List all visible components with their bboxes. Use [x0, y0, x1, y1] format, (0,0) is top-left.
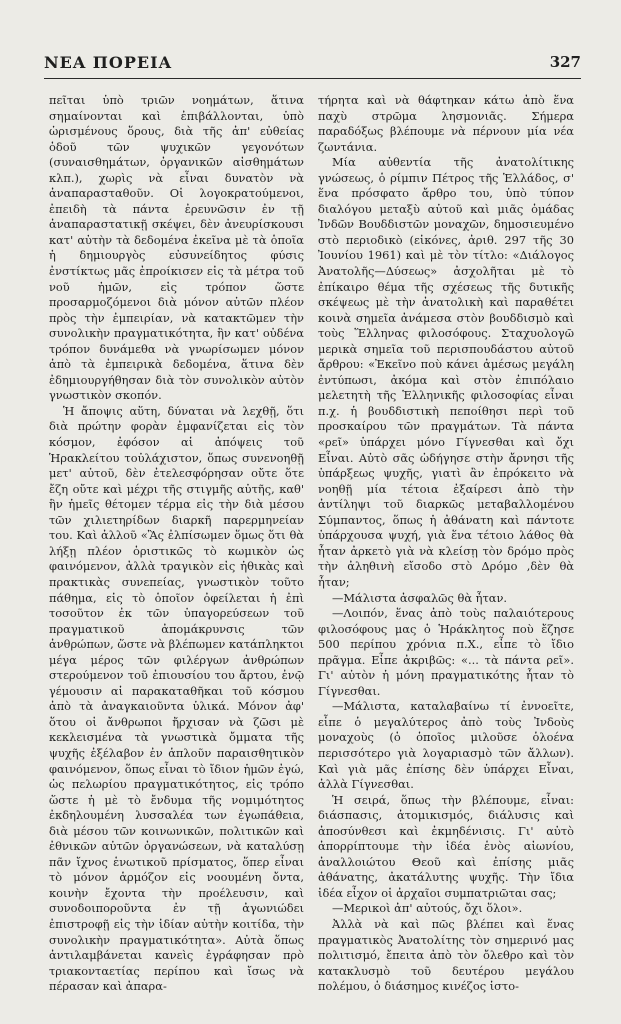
- dialogue-line: —Μάλιστα ἀσφαλῶς θὰ ἦταν.: [332, 590, 507, 605]
- page-number: 327: [549, 53, 581, 71]
- dialogue-line: —Λοιπόν, ἕνας ἀπὸ τοὺς παλαιότερους φιλοσόφους μας ὁ Ἡράκλητος ποὺ ἔζησε 500 περίπου χρόνια π.Χ., εἶπε τὸ ἴδιο πρᾶγμα. Εἶπε ἀκριβῶς: «... τὰ πάντα ρεῖ». Γι' αὐτὸν ἡ μόνη πραγματικότης ἦταν τὸ Γίγνεσθαι.: [318, 606, 574, 698]
- paragraph: Ἡ ἄποψις αὕτη, δύναται νὰ λεχθῇ, ὅτι διὰ πρώτην φορὰν ἐμφανίζεται εἰς τὸν κόσμον, ἐφόσον αἱ ἀπόψεις τοῦ Ἡρακλείτου τοὐλάχιστον, ὅπως συνενοηθῇ μετ' αὐτοῦ, δὲν ἐτελεσφόρησαν οὔτε ὅτε ἔζη οὔτε καὶ μέχρι τῆς στιγμῆς αὐτῆς, καθ' ἣν ἡμεῖς θέτομεν τέρμα εἰς τὴν διὰ μέσου τῶν χιλιετηρίδων διαρκῆ παρερμηνείαν του. Καὶ ἀλλοῦ «Ἂς ἐλπίσωμεν ὅμως ὅτι θὰ λήξῃ πλέον ὁριστικῶς τὸ κωμικὸν ὡς φαινόμενον, ἀλλὰ τραγικὸν εἰς ἠθικὰς καὶ πρακτικὰς συνεπείας, γνωστικὸν τοῦτο πάθημα, εἰς τὸ ὁποῖον ὀφείλεται ἡ ἐπὶ τοσοῦτον ἐκ τῶν ὑπαγορεύσεων τοῦ πραγματικοῦ ἀπομάκρυνσις τῶν ἀνθρώπων, ὥστε νὰ βλέπωμεν κατάπληκτοι μέγα μέρος τῶν φιλέργων ἀνθρώπων στερούμενον τοῦ ἐπιουσίου του ἄρτου, ἐνῷ γέμουσιν αἱ παρακαταθῆκαι τοῦ κόσμου ἀπὸ τὰ ἀναγκαιοῦντα ὑλικά. Μόνον ἀφ' ὅτου οἱ ἄνθρωποι ἤρχισαν νὰ ζῶσι μὲ κεκλεισμένα τὰ γνωστικὰ ὄμματα τῆς ψυχῆς ἐξέλαβον ἐν ἁπλοῦν παραισθητικὸν φαινόμενον, ὅπως εἶναι τὸ ἴδιον ἡμῶν ἐγώ, ὡς πελωρίου πραγματικότητος, εἰς τρόπο ὥστε ἡ μὲ τὸ ἔνδυμα τῆς νομιμότητος ἐκδηλουμένη λυσσαλέα των ἐγωπάθεια, διὰ μέσου τῶν κοινωνικῶν, πολιτικῶν καὶ ἐθνικῶν αὐτῶν ὀργανώσεων, νὰ καταλύσῃ πᾶν ἴχνος ἑνωτικοῦ πρίσματος, ὅπερ εἶναι τὸ μόνον ἁρμόζον εἰς νοουμένη ὄντα, κοινὴν ἔχοντα τὴν προέλευσιν, καὶ συνοδοιποροῦντα ἐν τῇ ἀγωνιώδει ἐπιστροφῇ εἰς τὴν ἰδίαν αὐτὴν κοιτίδα, τὴν συνολικὴν πραγματικότητα». Αὐτὰ ὅπως ἀντιλαμβάνεται κανεὶς ἐγράφησαν πρὸ τριακονταετίας περίπου καὶ ἴσως νὰ πέρασαν καὶ ἀπαρα-: [49, 403, 304, 994]
- paragraph: τήρητα καὶ νὰ θάφτηκαν κάτω ἀπὸ ἕνα παχὺ στρῶμα λησμονιᾶς. Σήμερα παραδόξως βλέπουμε νὰ πέρνουν μία νέα ζωντάνια.: [318, 93, 574, 154]
- right-column: [318, 93, 574, 995]
- paragraph: Ἡ σειρά, ὅπως τὴν βλέπουμε, εἶναι: διάσπασις, ἀτομικισμός, διάλυσις καὶ ἀποσύνθεσι καὶ ἐκμηδένισις. Γι' αὐτὸ ἀπορρίπτουμε τὴν ἰδέα ἑνὸς αἰωνίου, ἀναλλοιώτου Θεοῦ καὶ ἐπίσης μιᾶς ἀθάνατης, ἀκατάλυτης ψυχῆς. Τὴν ἴδια ἰδέα εἶχον οἱ ἀρχαῖοι συμπατριῶται σας;: [318, 792, 574, 900]
- paragraph: Ἀλλὰ νὰ καὶ πῶς βλέπει καὶ ἕνας πραγματικὸς Ἀνατολίτης τὸν σημερινό μας πολιτισμό, ἔπειτα ἀπὸ τὸν ὄλεθρο καὶ τὸν κατακλυσμὸ τοῦ δευτέρου μεγάλου πολέμου, ὁ διάσημος κινέζος ἱστο-: [318, 916, 574, 994]
- dialogue-line: —Μάλιστα, καταλαβαίνω τί ἐννοεῖτε, εἶπε ὁ μεγαλύτερος ἀπὸ τοὺς Ἰνδοὺς μοναχοὺς (ὁ ὁποῖος μιλοῦσε ὁλοένα περισσότερο γιὰ λογαριασμὸ τῶν ἄλλων). Καὶ γιὰ μᾶς ἐπίσης δὲν ὑπάρχει Εἶναι, ἀλλὰ Γίγνεσθαι.: [318, 699, 574, 792]
- left-column: [49, 93, 304, 995]
- running-header: [44, 50, 581, 79]
- paragraph: πεῖται ὑπὸ τριῶν νοημάτων, ἅτινα σημαίνονται καὶ ἐπιβάλλονται, ὑπὸ ὡρισμένους ὅρους, διὰ τῆς ἀπ' εὐθείας ὁδοῦ τῶν ψυχικῶν γεγονότων (συναισθημάτων, ὀργανικῶν αἰσθημάτων κλπ.), χωρὶς νὰ εἶναι δυνατὸν νὰ ἀναπαρασταθοῦν. Οἱ λογοκρατούμενοι, ἐπειδὴ τὰ πάντα ἐρευνῶσιν ἐν τῇ ἀναπαραστατικῇ σκέψει, δὲν ἀνευρίσκουσι κατ' αὐτὴν τὰ δεδομένα ἐκεῖνα μὲ τὰ ὁποῖα ἡ δημιουργὸς εὐσυνείδητος φύσις ἐνστίκτως μᾶς ἐπροίκισεν εἰς τὰ μέτρα τοῦ νοῦ ἡμῶν, εἰς τρόπον ὥστε προσαρμοζόμενοι διὰ μόνον αὐτῶν πλέον πρὸς τὴν ἐμπειρίαν, νὰ κατακτῶμεν τὴν συνολικὴν πραγματικότητα, ἣν κατ' οὐδένα τρόπον δυνάμεθα νὰ γνωρίσωμεν μόνον ἀπὸ τὰ ἐμπειρικὰ δεδομένα, ἅτινα δὲν ἐδημιουργήθησαν διὰ τὸν συνολικὸν αὐτὸν γνωστικὸν σκοπόν.: [49, 93, 304, 403]
- paragraph: Μία αὐθεντία τῆς ἀνατολίτικης γνώσεως, ὁ ρίμπιν Πέτρος τῆς Ἑλλάδος, σ' ἕνα πρόσφατο ἄρθρο του, ὑπὸ τύπον διαλόγου μεταξὺ αὐτοῦ καὶ μιᾶς ὁμάδας Ἰνδῶν Βουδδιστῶν μοναχῶν, δημοσιευμένο στὸ περιοδικὸ (εἰκόνες, ἀριθ. 297 τῆς 30 Ἰουνίου 1961) καὶ μὲ τὸν τίτλο: «Διάλογος Ἀνατολῆς—Δύσεως» ἀσχολῆται μὲ τὸ ἐπίκαιρο θέμα τῆς σχέσεως τῆς δυτικῆς σκέψεως μὲ τὴν ἀνατολικὴ καὶ παραθέτει κοινὰ σημεῖα ἀνάμεσα στὸν βουδδισμὸ καὶ τοὺς Ἕλληνας φιλοσόφους. Σταχυολογῶ μερικὰ σημεῖα τοῦ περισπουδάστου αὐτοῦ ἄρθρου: «Ἐκεῖνο ποὺ κάνει ἀμέσως μεγάλη ἐντύπωσι, ἀκόμα καὶ στὸν ἐπιπόλαιο μελετητὴ τῆς Ἑλληνικῆς φιλοσοφίας εἶναι π.χ. ἡ βουδδιστικὴ πεποίθησι περὶ τοῦ προσκαίρου τῶν πραγμάτων. Τὰ πάντα «ρεῖ» ὑπάρχει μόνο Γίγνεσθαι καὶ ὄχι Εἶναι. Αὐτὸ σᾶς ὡδήγησε στὴν ἄρνησι τῆς ὑπάρξεως ψυχῆς, γιατὶ ἂν ἐπρόκειτο νὰ νοηθῇ μία τέτοια ἐξαίρεσι ἀπὸ τὴν ἀντίληψι τοῦ διαρκῶς μεταβαλλομένου Σύμπαντος, ὅπως ἡ ἀθάνατη καὶ πάντοτε ὑπάρχουσα ψυχή, γιὰ ἕνα τέτοιο λάθος θὰ ἦταν ἀρκετὸ γιὰ νὰ κλείσῃ τὸν δρόμο πρὸς τὴν ἀληθινὴ εἴσοδο στὸ Δρόμο ,δὲν θὰ ἦταν;: [318, 155, 574, 589]
- dialogue-line: —Μερικοὶ ἀπ' αὐτούς, ὄχι ὅλοι».: [332, 901, 523, 916]
- journal-title: ΝΕΑ ΠΟΡΕΙΑ: [44, 53, 172, 72]
